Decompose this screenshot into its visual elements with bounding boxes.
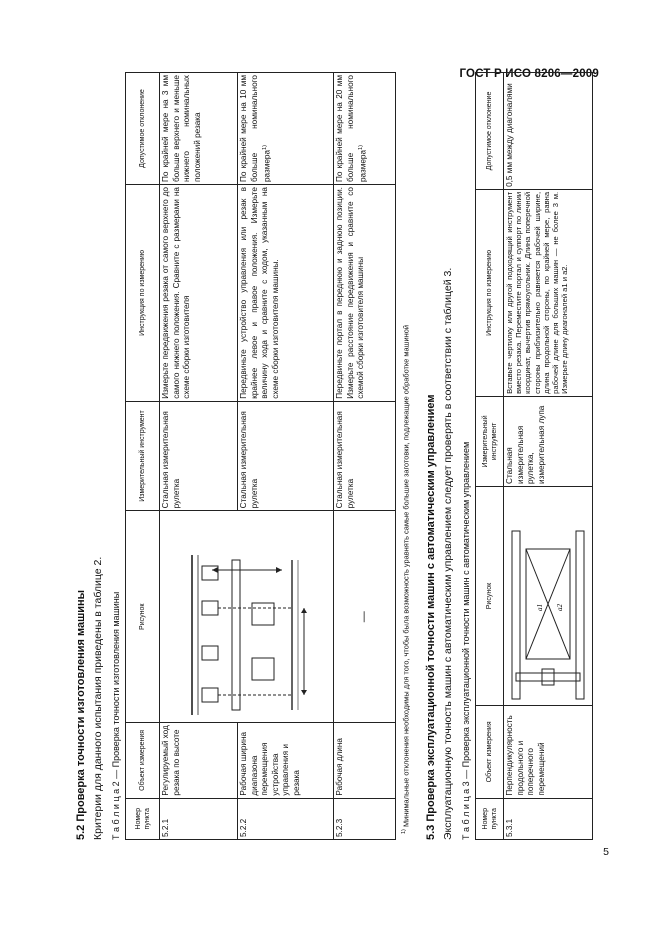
cell-fig: —	[334, 511, 396, 723]
cell-tool: Стальная измерительная рулетка, измерительная лупа	[504, 396, 593, 486]
t3-col-tool: Измерительный инструмент	[476, 396, 504, 486]
table-3	[475, 72, 593, 840]
label-a1: a1	[536, 604, 544, 612]
cell-obj: Рабочая ширина диапазона перемещения устройства управления и резака	[238, 723, 334, 798]
t2-col-num: Номер пункта	[126, 798, 160, 839]
cell-instr: Передвиньте портал в переднюю и заднюю позиции. Измерьте расстояние передвижения и сравните со схемой сборки изготовителя машины	[334, 185, 396, 402]
tolerance-text: По крайней мере на 10 мм больше номинального размера	[239, 75, 272, 183]
table-2	[125, 72, 396, 840]
table-row	[504, 73, 593, 840]
page-number: 5	[603, 846, 609, 858]
section-5-2-intro: Критерии для данного испытания приведены в таблице 2.	[92, 556, 104, 840]
t3-col-instr: Инструкция по измерению	[476, 189, 504, 396]
footnote-ref: 1)	[358, 145, 365, 150]
cell-num: 5.2.3	[334, 798, 396, 839]
footnote-text: Минимальные отклонения необходимы для того, чтобы была возможность уравнять самые большие заготовки, подлежащие обработке машиной	[401, 325, 411, 828]
cell-instr: Передвиньте устройство управления или резак в крайнее левое и правое положения. Измерьте величину хода и сравните с ходом, указанным на схеме сборки изготовителя машины.	[238, 185, 334, 402]
cell-tol	[334, 73, 396, 185]
document-header: ГОСТ Р ИСО 8206—2009	[459, 68, 599, 80]
cell-tool: Стальная измерительная рулетка	[334, 401, 396, 511]
table-row	[160, 73, 238, 840]
table-row	[334, 73, 396, 840]
cell-tol: По крайней мере на 3 мм больше верхнего и меньше нижнего номинальных положений резака	[160, 73, 238, 185]
table-2-footnote	[401, 325, 410, 834]
t3-col-tol: Допустимое отклонение	[476, 73, 504, 190]
t3-col-fig: Рисунок	[476, 486, 504, 705]
footnote-mark: 1)	[401, 829, 407, 834]
section-5-2-heading: 5.2 Проверка точности изготовления машины	[75, 589, 87, 840]
tolerance-text: По крайней мере на 20 мм больше номинального размера	[335, 75, 368, 183]
label-a2: a2	[556, 604, 564, 612]
cell-tol: 0,5 мм между диагоналями	[504, 73, 593, 190]
footnote-ref: 1)	[262, 145, 269, 150]
section-5-3-intro: Эксплуатационную точность машин с автоматическим управлением следует проверять в соответствии с таблицей 3.	[442, 267, 454, 840]
cell-instr: Вставьте чертилку или другой подходящий инструмент вместо резака. Переместите портал и суппорт по линии координат, вычертив прямоугольник. Длина поперечной стороны приблизительно равняется рабочей ширине, длина продольной стороны, по крайней мере, равна рабочей длине для больших машин — не более 3 м. Измерьте длину диагоналей a1 и a2.	[504, 189, 593, 396]
cell-num: 5.2.1	[160, 798, 238, 839]
t2-col-obj: Объект измерения	[126, 723, 160, 798]
rotated-content	[75, 72, 595, 840]
rectangle-diagonals-figure	[506, 527, 590, 703]
t3-col-num: Номер пункта	[476, 798, 504, 839]
t2-col-fig: Рисунок	[126, 511, 160, 723]
table-2-caption: Т а б л и ц а 2 — Проверка точности изготовления машины	[111, 591, 121, 840]
cell-num: 5.3.1	[504, 798, 593, 839]
section-5-3-heading: 5.3 Проверка эксплуатационной точности машин с автоматическим управлением	[425, 394, 437, 840]
cell-tool: Стальная измерительная рулетка	[238, 401, 334, 511]
t2-col-tool: Измерительный инструмент	[126, 401, 160, 511]
cell-obj: Перпендикулярность продольного и поперечного перемещений	[504, 706, 593, 799]
t2-col-instr: Инструкция по измерению	[126, 185, 160, 402]
t2-col-tol: Допустимое отклонение	[126, 73, 160, 185]
cell-tol	[238, 73, 334, 185]
cell-obj: Регулируемый ход резака по высоте	[160, 723, 238, 798]
machine-diagram-figure	[172, 550, 322, 720]
figure-cell	[504, 486, 593, 705]
cell-num: 5.2.2	[238, 798, 334, 839]
figure-cell	[160, 511, 334, 723]
cell-instr: Измерьте передвижения резака от самого верхнего до самого нижнего положения. Сравните с размерами на схеме сборки изготовителя	[160, 185, 238, 402]
cell-tool: Стальная измерительная рулетка	[160, 401, 238, 511]
cell-obj: Рабочая длина	[334, 723, 396, 798]
table-row	[238, 73, 334, 840]
table-3-caption: Т а б л и ц а 3 — Проверка эксплуатационной точности машин с автоматическим управлением	[461, 441, 471, 840]
t3-col-obj: Объект измерения	[476, 706, 504, 799]
